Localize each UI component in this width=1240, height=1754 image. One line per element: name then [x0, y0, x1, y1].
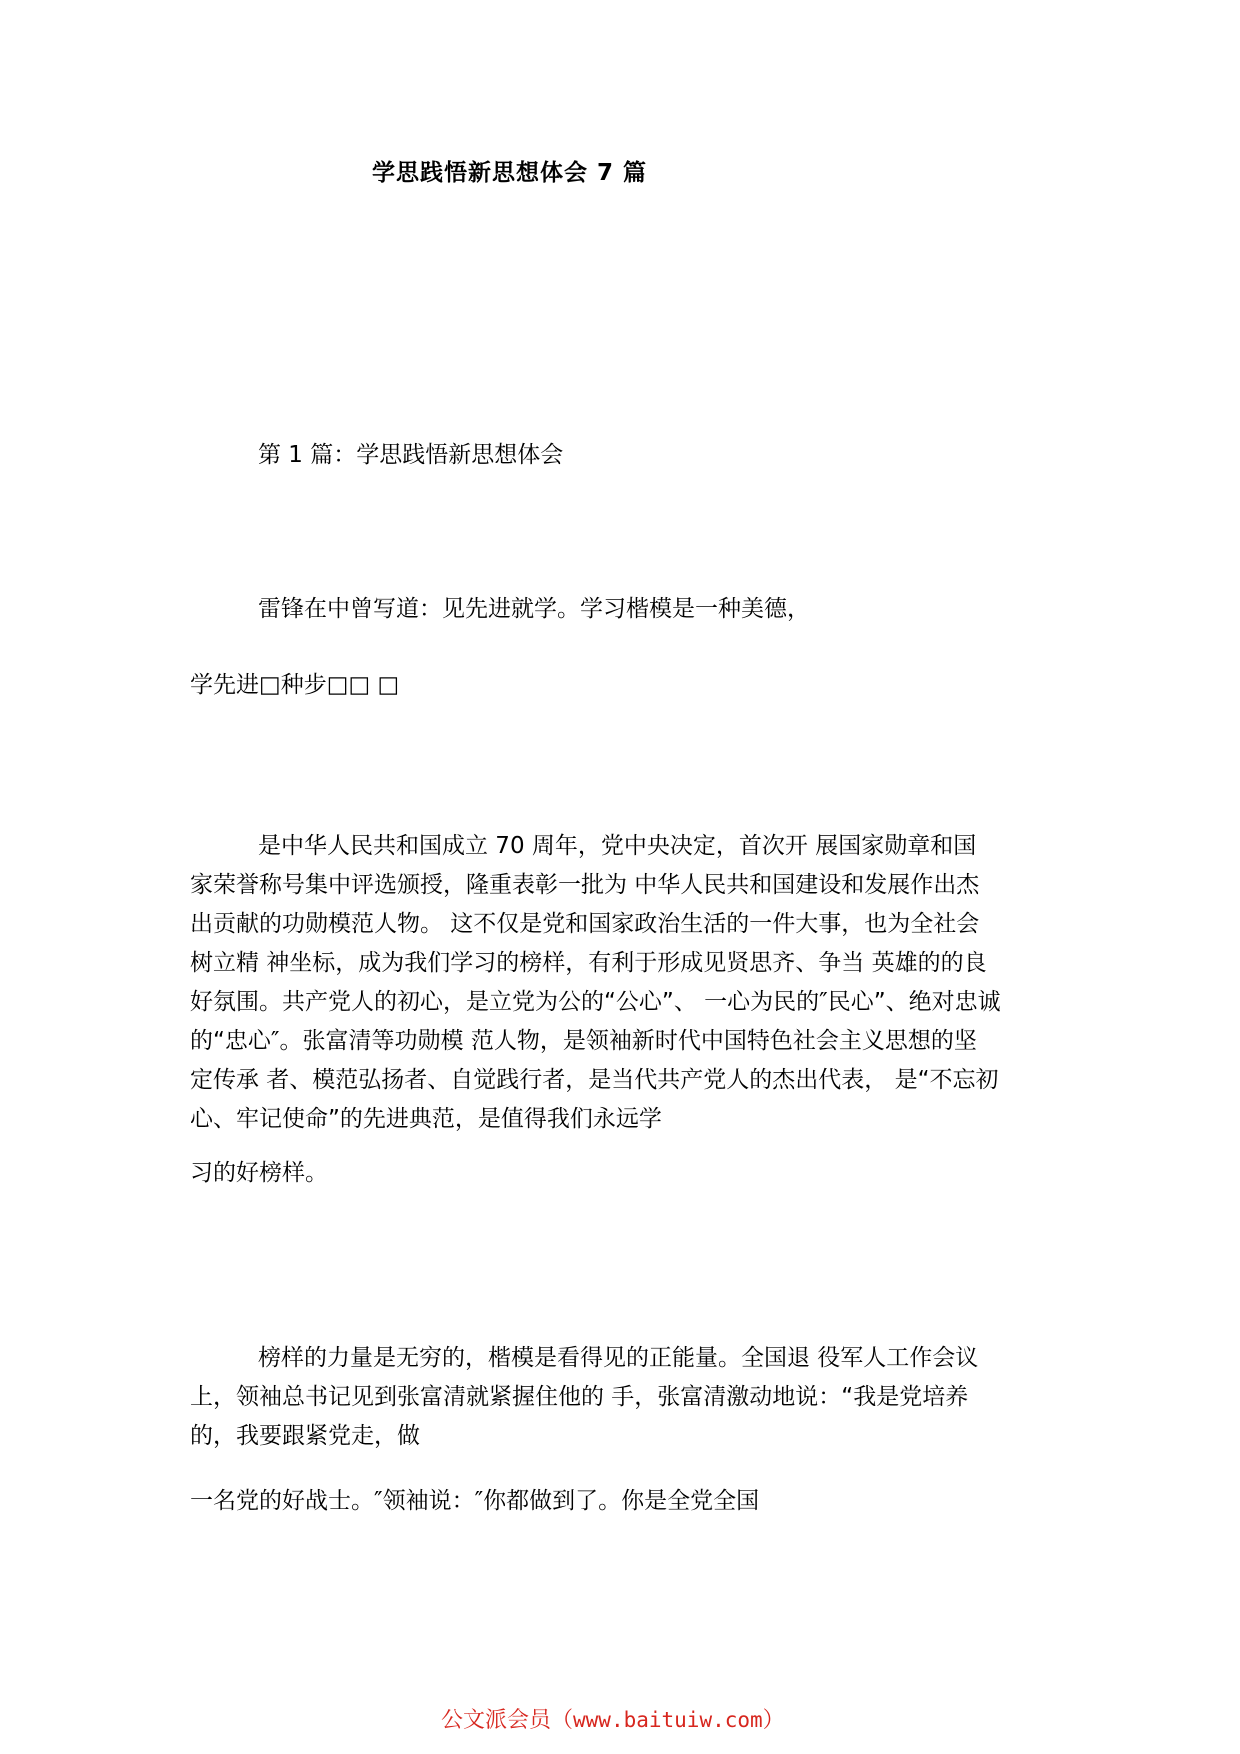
paragraph2-last-line: 习的好榜样。 — [190, 1160, 328, 1186]
paragraph2-line: 出贡献的功勋模范人物。 这不仅是党和国家政治生活的一件大事，也为全社会 — [190, 911, 980, 937]
paragraph2-line: 家荣誉称号集中评选颁授，隆重表彰一批为 中华人民共和国建设和发展作出杰 — [190, 872, 980, 898]
paragraph2-line: 是中华人民共和国成立 70 周年，党中央决定，首次开 展国家勋章和国 — [258, 833, 977, 859]
paragraph3-last-line: 一名党的好战士。″领袖说：″你都做到了。你是全党全国 — [190, 1488, 760, 1514]
paragraph3-line: 榜样的力量是无穷的，楷模是看得见的正能量。全国退 役军人工作会议 — [258, 1345, 979, 1371]
paragraph3 — [190, 1339, 1070, 1456]
paragraph2 — [190, 827, 1070, 1139]
footer-close: ） — [762, 1708, 785, 1733]
paragraph2-line: 心、牢记使命”的先进典范，是值得我们永远学 — [190, 1106, 662, 1132]
paragraph1-line1: 雷锋在中曾写道：见先进就学。学习楷模是一种美德， — [258, 596, 810, 622]
footer-watermark — [441, 1703, 785, 1734]
footer-url[interactable]: www.baituiw.com — [573, 1708, 763, 1732]
paragraph2-line: 好氛围。共产党人的初心，是立党为公的“公心”、 一心为民的″民心”、绝对忠诚 — [190, 989, 1001, 1015]
section-heading: 第 1 篇：学思践悟新思想体会 — [258, 442, 564, 468]
paragraph3-line: 的，我要跟紧党走，做 — [190, 1423, 420, 1449]
paragraph2-line: 树立精 神坐标，成为我们学习的榜样，有利于形成见贤思齐、争当 英雄的的良 — [190, 950, 987, 976]
footer-brand: 公文派会员（ — [441, 1708, 574, 1733]
paragraph1-line2: 学先进□种步□□ □ — [190, 672, 400, 698]
document-title: 学思践悟新思想体会 7 篇 — [372, 160, 648, 186]
paragraph2-line: 的“忠心″。张富清等功勋模 范人物，是领袖新时代中国特色社会主义思想的坚 — [190, 1028, 977, 1054]
paragraph2-line: 定传承 者、模范弘扬者、自觉践行者，是当代共产党人的杰出代表， 是“不忘初 — [190, 1067, 999, 1093]
paragraph3-line: 上，领袖总书记见到张富清就紧握住他的 手，张富清激动地说：“我是党培养 — [190, 1384, 969, 1410]
